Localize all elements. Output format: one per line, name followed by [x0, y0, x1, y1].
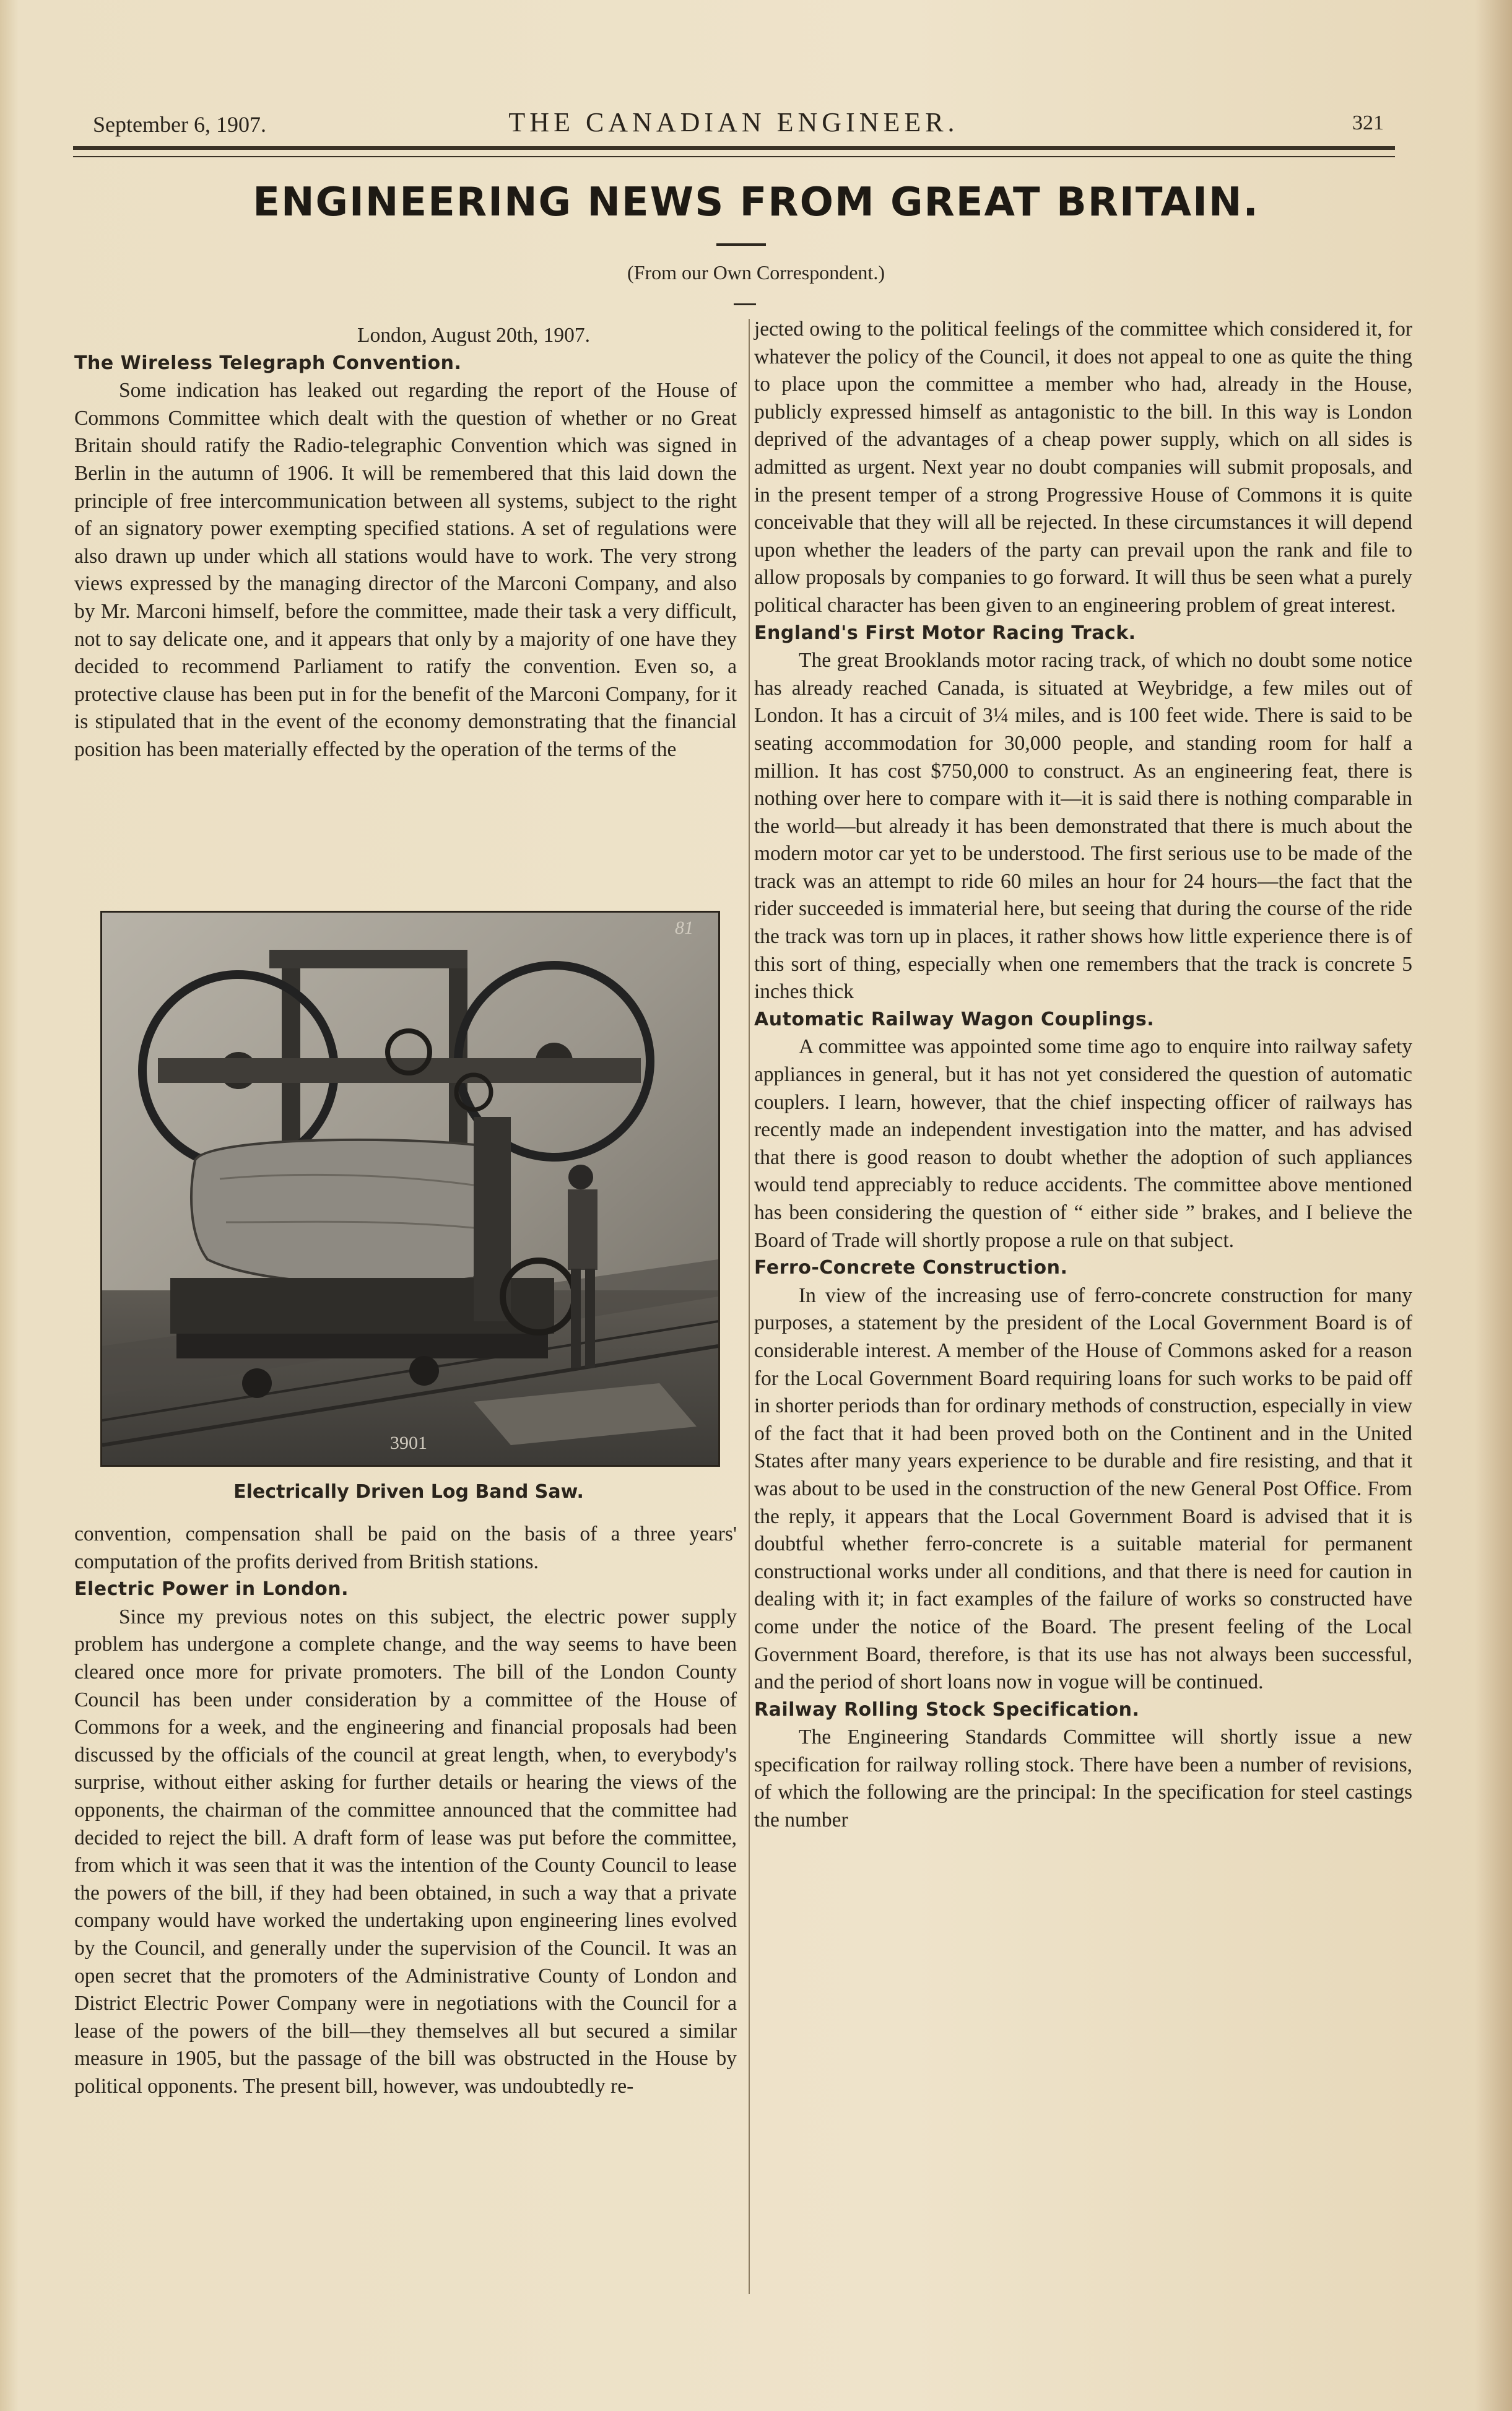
subtitle-divider — [734, 303, 756, 305]
paragraph-electric-power-continued: jected owing to the political feelings of the committee which considered it, for whatever the policy of the Council, it does not appeal to one as quite the thing to place upon the committee a member who had, already in the House, publicly expressed himself as antagonistic to the bill. In this way is London deprived of the advantages of a cheap power supply, which on all sides is admitted as urgent. Next year no doubt companies will submit proposals, and in the present temper of a strong Progressive House of Commons it is quite conceivable that they will all be rejected. In these circumstances it will depend upon whether the leaders of the party can prevail upon the rank and file to allow proposals by companies to go forward. It will thus be seen what a purely political character has been given to an engineering problem of great interest. — [754, 318, 1412, 617]
paragraph-wireless: Some indication has leaked out regarding the report of the House of Commons Committee which dealt with the question of whether or no Great Britain should ratify the Radio-telegraphic Convention which was signed in Berlin in the autumn of 1906. It will be remembered that this laid down the principle of free intercommunication between all systems, subject to the right of an signatory power exempting specified stations. A set of regulations were also drawn up under which all stations would have to work. The very strong views expressed by the managing director of the Marconi Company, and also by Mr. Marconi himself, before the committee, made their task a very difficult, not to say delicate one, and it appears that only by a majority of one have they decided to recommend Parliament to ratify the convention. Even so, a protective clause has been put in for the benefit of the Marconi Company, for it is stipulated that in the event of the economy demonstrating that the financial position has been materially effected by the operation of the terms of the — [74, 379, 737, 761]
section-heading-wireless: The Wireless Telegraph Convention. — [74, 352, 462, 374]
page-edge-shadow — [1475, 0, 1512, 2411]
section-heading-ferro-concrete: Ferro-Concrete Construction. — [754, 1257, 1068, 1279]
paragraph-motor-track: The great Brooklands motor racing track, of which no doubt some notice has already reached Canada, is situated at Weybridge, a few miles out of London. It has a circuit of 3¼ miles, and is 100 feet wide. There is said to be seating accommodation for 30,000 people, and standing room for half a million. It has cost $750,000 to construct. As an engineering feat, there is nothing over here to compare with it—it is said there is nothing comparable in the world—but already it has been demonstrated that there is much about the modern motor car yet to be understood. The first serious use to be made of the track was an attempt to ride 60 miles an hour for 24 hours—the fact that the rider succeeded is immaterial here, but seeing that during the course of the ride the track was torn up in places, it rather shows how little experience there is of this sort of thing, especially when one remembers that the track is concrete 5 inches thick — [754, 649, 1412, 1004]
header-rule-thick — [73, 146, 1395, 150]
paragraph-wireless-continued: convention, compensation shall be paid on the basis of a three years' computation of the profits derived from British stations. — [74, 1523, 737, 1573]
figure-corner-mark: 81 — [675, 918, 693, 938]
header-rule-thin — [73, 156, 1395, 157]
article-title: ENGINEERING NEWS FROM GREAT BRITAIN. — [253, 180, 1259, 225]
section-heading-rolling-stock: Railway Rolling Stock Specification. — [754, 1698, 1140, 1721]
section-heading-electric-power: Electric Power in London. — [74, 1578, 349, 1601]
journal-title: THE CANADIAN ENGINEER. — [508, 107, 959, 137]
left-column-bottom — [74, 1521, 737, 2100]
page-number: 321 — [1352, 111, 1384, 134]
paragraph-ferro-concrete: In view of the increasing use of ferro-concrete construction for many purposes, a statement by the president of the Local Government Board is of considerable interest. A member of the House of Commons asked for a reason for the Local Government Board requiring loans for such works to be paid off in shorter periods than for ordinary methods of construction, especially in view of the fact that it had been proved both on the Continent and in the United States after many years experience to be durable and fire resisting, and that it was about to be used in the construction of the new General Post Office. From the reply, it appears that the Local Government Board is advised that it is doubtful whether ferro-concrete is a suitable material for permanent constructional works under all conditions, and that there is need for caution in dealing with it; in fact examples of the failure of works so constructed have come under the notice of the Board. The present feeling of the Local Government Board, therefore, is that its use has not always been successful, and the period of short loans now in vogue will be continued. — [754, 1284, 1412, 1694]
running-head — [77, 105, 1390, 149]
title-divider — [716, 243, 766, 246]
article-subtitle: (From our Own Correspondent.) — [627, 261, 885, 284]
band-saw-illustration — [102, 913, 718, 1465]
issue-date: September 6, 1907. — [93, 112, 266, 137]
dateline: London, August 20th, 1907. — [357, 324, 590, 347]
right-column — [754, 316, 1412, 1835]
column-divider — [749, 319, 750, 2294]
paragraph-couplings: A committee was appointed some time ago to enquire into railway safety appliances in general, but it has not yet considered the question of automatic couplers. I learn, however, that the chief inspecting officer of railways has recently made an independent investigation into the matter, and has advised that there is good reason to doubt whether the adoption of such appliances would tend appreciably to reduce accidents. The committee above mentioned has been considering the question of “ either side ” brakes, and I believe the Board of Trade will shortly propose a rule on that subject. — [754, 1035, 1412, 1252]
figure-plate-number: 3901 — [390, 1433, 427, 1453]
paragraph-rolling-stock: The Engineering Standards Committee will shortly issue a new specification for railway rolling stock. There have been a number of revisions, of which the following are the principal: In the specification for steel castings the number — [754, 1726, 1412, 1832]
section-heading-couplings: Automatic Railway Wagon Couplings. — [754, 1008, 1155, 1030]
band-saw-photo — [100, 911, 720, 1467]
paragraph-electric-power: Since my previous notes on this subject, the electric power supply problem has undergone a complete change, and the way seems to have been cleared once more for private promoters. The bill of the London County Council has been under consideration by a committee of the House of Commons for a week, and the engineering and financial proposals had been discussed by the officials of the council at great length, when, to everybody's surprise, without either asking for further details or hearing the views of the opponents, the chairman of the committee announced that the committee had decided to reject the bill. A draft form of lease was put before the committee, from which it was seen that it was the intention of the County Council to lease the powers of the bill, if they had been obtained, in such a way that a private company would have worked the undertaking upon engineering lines evolved by the Council, and generally under the supervision of the Council. It was an open secret that the promoters of the Administrative County of London and District Electric Power Company were in negotiations with the Council for a lease of the powers of the bill—they themselves all but secured a similar measure in 1905, but the passage of the bill was obstructed in the House by political opponents. The present bill, however, was undoubtedly re- — [74, 1605, 737, 2098]
section-heading-motor-track: England's First Motor Racing Track. — [754, 622, 1136, 644]
figure-caption: Electrically Driven Log Band Saw. — [233, 1481, 584, 1503]
left-column-top — [74, 322, 737, 764]
